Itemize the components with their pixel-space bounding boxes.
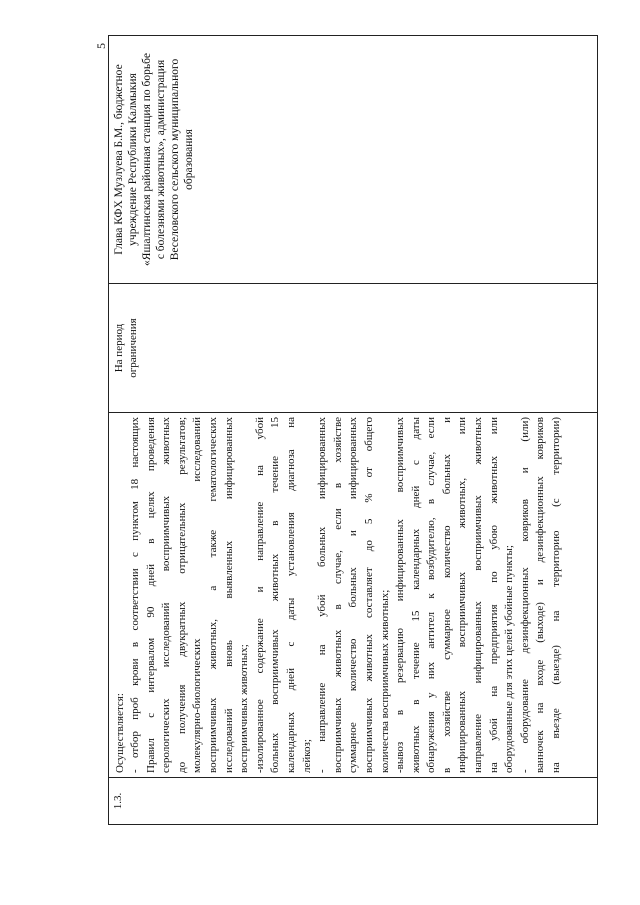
measures-line: направление инфицированных восприимчивых животных [472, 417, 485, 773]
measures-line: до получения двукратных отрицательных результатов; [175, 417, 188, 773]
measures-line: восприимчивых животных составляет до 5 % от общего [362, 417, 375, 773]
measures-text [128, 417, 565, 773]
responsible-line: учреждение Республики Калмыкия [127, 73, 140, 246]
measures-line: -изолированное содержание и направление на убой [253, 417, 266, 773]
measures-line: серологических исследований восприимчивых животных [160, 417, 173, 773]
measures-line: исследований вновь выявленных инфицированных [222, 417, 235, 773]
responsible-line: образования [183, 129, 196, 190]
measures-line: на въезде (выезде) на территорию (с территории) [550, 417, 563, 773]
measures-line: количества восприимчивых животных; [378, 589, 391, 773]
period-cell [109, 284, 598, 413]
page-number: 5 [94, 43, 108, 49]
measures-line: - отбор проб крови в соответствии с пунктом 18 настоящих [129, 417, 141, 773]
responsible-cell [109, 36, 598, 284]
row-number: 1.3. [109, 778, 598, 825]
responsible-line: с болезнями животных», администрация [155, 59, 168, 260]
measures-line: восприимчивых животных, а также гематологических [206, 417, 219, 773]
measures-line: больных восприимчивых животных в течение 15 [269, 417, 282, 773]
period-line: На период [113, 323, 125, 373]
measures-line: -вывоз в резервацию инфицированных восприимчивых [394, 417, 407, 773]
measures-line: в хозяйстве суммарное количество больных и [440, 417, 453, 773]
measures-line: суммарное количество больных и инфицированных [347, 417, 360, 773]
measures-line: молекулярно-биологических исследований [191, 417, 204, 773]
measures-line: лейкоз; [300, 739, 313, 773]
measures-line: животных в течение 15 календарных дней с даты [409, 417, 422, 773]
measures-line: - оборудование дезинфекционных ковриков и (или) [518, 417, 531, 773]
measures-line: ванночек на входе (выходе) и дезинфекционных ковриков [534, 417, 547, 773]
measures-line: Правил с интервалом 90 дней в целях проведения [144, 417, 157, 773]
measures-line: инфицированных восприимчивых животных, или [456, 417, 469, 773]
rotated-page [80, 25, 600, 825]
period-line: ограничения [127, 318, 139, 378]
measures-table [108, 35, 598, 825]
responsible-line: Глава КФХ Музлуева Б.М., бюджетное [113, 64, 125, 255]
measures-title: Осуществляется: [114, 693, 126, 773]
measures-line: обнаружения у них антител к возбудителю, в случае, если [425, 417, 438, 773]
measures-line: оборудованные для этих целей убойные пункты; [503, 545, 516, 773]
responsible-line: «Яшалтинская районная станция по борьбе [141, 53, 154, 266]
table-row [109, 36, 598, 825]
responsible-line: Веселовского сельского муниципального [169, 58, 182, 261]
measures-line: календарных дней с даты установления диагноза на [284, 417, 297, 773]
measures-line: восприимчивых животных в случае, если в хозяйстве [331, 417, 344, 773]
measures-line: восприимчивых животных; [238, 644, 251, 773]
measures-line: на убой на предприятия по убою животных или [487, 417, 500, 773]
measures-cell [109, 413, 598, 778]
measures-line: - направление на убой больных инфицированных [316, 417, 329, 773]
